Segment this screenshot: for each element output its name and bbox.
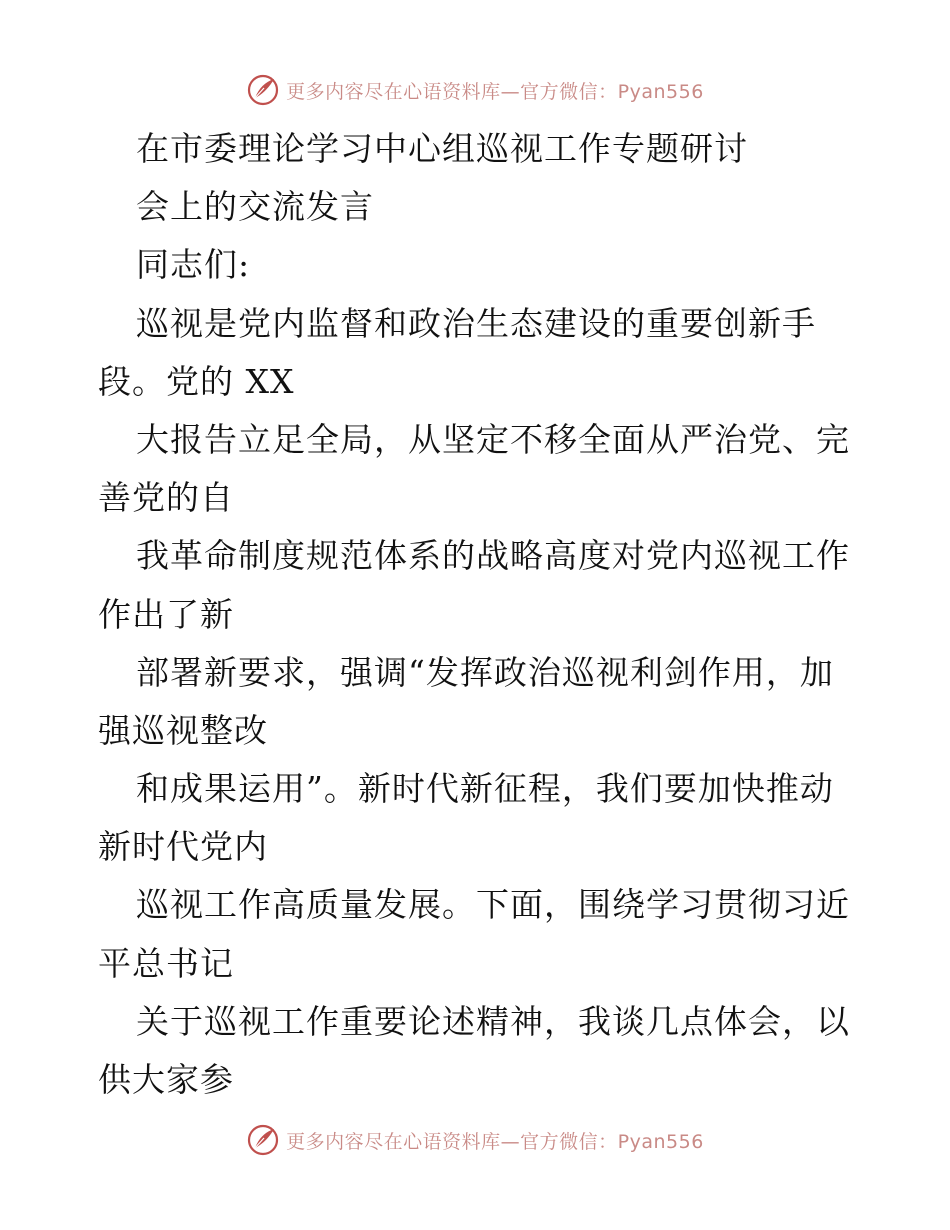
paragraph-line: 巡视是党内监督和政治生态建设的重要创新手 (136, 303, 816, 343)
feather-pen-logo-icon (246, 1123, 280, 1157)
paragraph-line: 新时代党内 (98, 827, 268, 867)
salutation: 同志们: (136, 245, 251, 285)
paragraph-line: 关于巡视工作重要论述精神，我谈几点体会，以 (136, 1001, 850, 1041)
paragraph-line: 部署新要求，强调“发挥政治巡视利剑作用，加 (136, 652, 834, 692)
feather-pen-logo-icon (246, 73, 280, 107)
footer-watermark (0, 1120, 950, 1160)
paragraph-line: 善党的自 (98, 478, 234, 518)
paragraph-line: 和成果运用”。新时代新征程，我们要加快推动 (136, 769, 834, 809)
paragraph-line: 段。党的 XX (98, 361, 295, 401)
header-watermark (0, 70, 950, 110)
title-line-1: 在市委理论学习中心组巡视工作专题研讨 (136, 129, 748, 168)
paragraph-line: 巡视工作高质量发展。下面，围绕学习贯彻习近 (136, 885, 850, 925)
paragraph-line: 我革命制度规范体系的战略高度对党内巡视工作 (136, 536, 850, 576)
title-line-2: 会上的交流发言 (136, 187, 374, 227)
document-body (98, 120, 878, 1109)
paragraph-line: 强巡视整改 (98, 710, 268, 750)
watermark-text: 更多内容尽在心语资料库—官方微信：Pyan556 (286, 80, 704, 103)
paragraph-line: 供大家参 (98, 1060, 234, 1099)
paragraph-line: 大报告立足全局，从坚定不移全面从严治党、完 (136, 419, 850, 459)
paragraph-line: 作出了新 (98, 594, 234, 634)
paragraph-line: 平总书记 (98, 943, 234, 983)
watermark-text: 更多内容尽在心语资料库—官方微信：Pyan556 (286, 1130, 704, 1153)
